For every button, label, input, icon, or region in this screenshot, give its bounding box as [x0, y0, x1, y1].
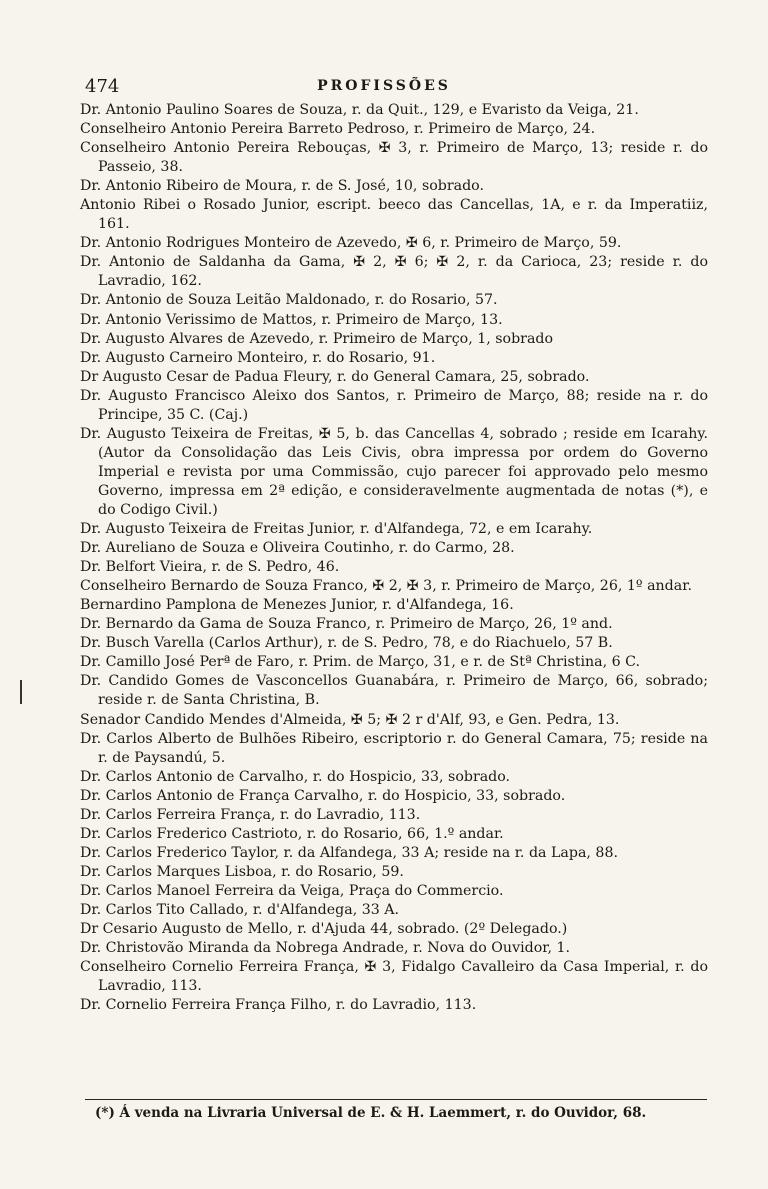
list-item: Dr. Augusto Alvares de Azevedo, r. Primeiro de Março, 1, sobrado	[80, 330, 554, 347]
footnote: (*) Á venda na Livraria Universal de E. & H. Laemmert, r. do Ouvidor, 68.	[95, 1105, 647, 1121]
list-item: Dr. Carlos Frederico Castrioto, r. do Rosario, 66, 1.º andar.	[80, 825, 504, 842]
list-item: Dr. Augusto Teixeira de Freitas, ✠ 5, b. das Cancellas 4, sobrado ; reside em Icarahy. (Autor da Consolidação das Leis Civis, obra impressa por ordem do Governo Imperial e revista por uma Commissão, cujo parecer foi approvado pelo mesmo Governo, impressa em 2ª edição, e consideravelmente augmentada de notas (*), e do Codigo Civil.)	[80, 425, 708, 518]
list-item: Dr. Carlos Marques Lisboa, r. do Rosario, 59.	[80, 863, 404, 880]
list-item: Dr. Augusto Carneiro Monteiro, r. do Rosario, 91.	[80, 349, 436, 366]
list-item: Senador Candido Mendes d'Almeida, ✠ 5; ✠ 2 r d'Alf, 93, e Gen. Pedra, 13.	[80, 711, 620, 728]
list-item: Dr Cesario Augusto de Mello, r. d'Ajuda 44, sobrado. (2º Delegado.)	[80, 921, 568, 938]
list-item: Dr. Aureliano de Souza e Oliveira Coutinho, r. do Carmo, 28.	[80, 540, 515, 557]
list-item: Dr. Busch Varella (Carlos Arthur), r. de S. Pedro, 78, e do Riachuelo, 57 B.	[80, 635, 613, 652]
list-item: Dr. Candido Gomes de Vasconcellos Guanabára, r. Primeiro de Março, 66, sobrado; reside r. de Santa Christina, B.	[80, 673, 708, 709]
list-item: Dr. Antonio de Souza Leitão Maldonado, r. do Rosario, 57.	[80, 292, 498, 309]
list-item: Dr. Camillo José Perª de Faro, r. Prim. de Março, 31, e r. de Stª Christina, 6 C.	[80, 654, 641, 671]
list-item: Conselheiro Antonio Pereira Rebouças, ✠ 3, r. Primeiro de Março, 13; reside r. do Passeio, 38.	[80, 140, 708, 176]
list-item: Dr. Augusto Francisco Aleixo dos Santos, r. Primeiro de Março, 88; reside na r. do Principe, 35 C. (Caj.)	[80, 387, 708, 423]
list-item: Conselheiro Cornelio Ferreira França, ✠ 3, Fidalgo Cavalleiro da Casa Imperial, r. do Lavradio, 113.	[80, 959, 708, 995]
footnote-divider	[85, 1099, 707, 1100]
list-item: Dr. Carlos Ferreira França, r. do Lavradio, 113.	[80, 806, 421, 823]
directory-entries	[80, 101, 708, 1015]
list-item: Dr. Carlos Manoel Ferreira da Veiga, Praça do Commercio.	[80, 882, 504, 899]
list-item: Dr. Antonio Ribeiro de Moura, r. de S. José, 10, sobrado.	[80, 178, 484, 195]
list-item: Dr. Antonio Paulino Soares de Souza, r. da Quit., 129, e Evaristo da Veiga, 21.	[80, 102, 639, 118]
list-item: Dr. Carlos Frederico Taylor, r. da Alfandega, 33 A; reside na r. da Lapa, 88.	[80, 844, 618, 861]
list-item: Antonio Ribei o Rosado Junior, escript. beeco das Cancellas, 1A, e r. da Imperatiiz, 161.	[80, 197, 708, 233]
list-item: Dr. Carlos Alberto de Bulhões Ribeiro, escriptorio r. do General Camara, 75; reside na r. de Paysandú, 5.	[80, 730, 708, 766]
list-item: Dr. Antonio Rodrigues Monteiro de Azevedo, ✠ 6, r. Primeiro de Março, 59.	[80, 235, 622, 252]
list-item: Dr. Carlos Tito Callado, r. d'Alfandega, 33 A.	[80, 901, 400, 918]
running-title: PROFISSÕES	[317, 78, 451, 94]
list-item: Bernardino Pamplona de Menezes Junior, r. d'Alfandega, 16.	[80, 597, 514, 614]
list-item: Conselheiro Antonio Pereira Barreto Pedroso, r. Primeiro de Março, 24.	[80, 121, 596, 138]
page-number: 474	[85, 76, 120, 97]
list-item: Dr. Antonio de Saldanha da Gama, ✠ 2, ✠ 6; ✠ 2, r. da Carioca, 23; reside r. do Lavradio, 162.	[80, 254, 708, 290]
list-item: Dr. Christovão Miranda da Nobrega Andrade, r. Nova do Ouvidor, 1.	[80, 940, 571, 957]
list-item: Dr. Carlos Antonio de França Carvalho, r. do Hospicio, 33, sobrado.	[80, 787, 566, 804]
list-item: Conselheiro Bernardo de Souza Franco, ✠ 2, ✠ 3, r. Primeiro de Março, 26, 1º andar.	[80, 578, 692, 595]
page-header	[0, 76, 768, 102]
list-item: Dr. Augusto Teixeira de Freitas Junior, r. d'Alfandega, 72, e em Icarahy.	[80, 521, 593, 538]
list-item: Dr. Carlos Antonio de Carvalho, r. do Hospicio, 33, sobrado.	[80, 768, 511, 785]
list-item: Dr. Belfort Vieira, r. de S. Pedro, 46.	[80, 559, 340, 576]
list-item: Dr. Cornelio Ferreira França Filho, r. do Lavradio, 113.	[80, 997, 477, 1014]
list-item: Dr Augusto Cesar de Padua Fleury, r. do General Camara, 25, sobrado.	[80, 368, 590, 385]
list-item: Dr. Antonio Verissimo de Mattos, r. Primeiro de Março, 13.	[80, 311, 503, 328]
margin-mark	[20, 680, 22, 704]
list-item: Dr. Bernardo da Gama de Souza Franco, r. Primeiro de Março, 26, 1º and.	[80, 616, 613, 633]
